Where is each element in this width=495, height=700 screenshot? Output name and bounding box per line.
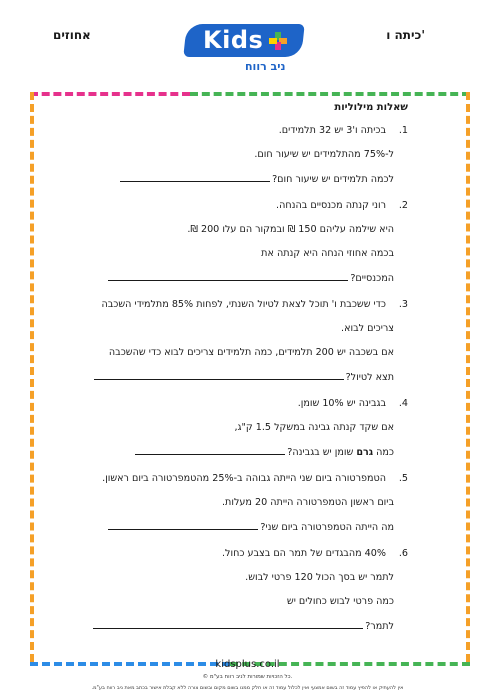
footer-copyright: © כל הזכויות שמורות לניב רווח בע"מ. (202, 674, 293, 680)
question-6 (78, 547, 408, 560)
question-number: 2. (398, 200, 408, 211)
question-5 (78, 472, 408, 485)
question-text: בכמה אחוזי הנחה היא קנתה את (261, 248, 394, 259)
question-text-bold: גרם (356, 447, 374, 458)
question-text: לתמר? (365, 621, 394, 632)
question-4-ask (78, 445, 408, 459)
question-text: ל-75% מהתלמידים יש שיעור חום. (254, 149, 394, 160)
question-text: רוני קנתה מכנסיים בהנחה. (276, 200, 386, 211)
question-text: כמה פרטי לבוש כחולים יש (286, 596, 394, 607)
question-text: כדי ששכבת ו' תוכל לצאת לטיול השנתי, לפחות 85% מתלמידי השכבה (101, 299, 386, 310)
question-2 (78, 199, 408, 212)
question-3-ask (78, 370, 408, 384)
question-text: 40% מהבגדים של תמר הם בצבע כחול. (221, 548, 386, 559)
answer-line[interactable] (108, 520, 258, 530)
question-6-ask (78, 619, 408, 633)
answer-line[interactable] (120, 172, 270, 182)
topic-label: אחוזים (53, 28, 91, 42)
question-number: 1. (398, 125, 408, 136)
question-3-line (78, 346, 408, 359)
frame-right-orange (466, 92, 470, 662)
question-4-line (78, 421, 408, 434)
question-3-line (78, 322, 408, 335)
question-text: בגבינה יש 10% שומן. (297, 398, 386, 409)
question-number: 5. (398, 473, 408, 484)
frame-left-orange (30, 92, 34, 662)
question-text: לתמר יש בסך הכול 120 פרטי לבוש. (245, 572, 394, 583)
question-text: המכנסיים? (350, 273, 394, 284)
question-text: אם שקד קנתה גבינה במשקל 1.5 ק"ג, (234, 422, 394, 433)
logo-wordmark: Kids (203, 26, 264, 54)
footer-url[interactable]: kidsplus.co.il (215, 659, 280, 670)
kidsplus-logo (185, 24, 309, 74)
question-number: 3. (398, 299, 408, 310)
question-5-line (78, 496, 408, 509)
question-text: כמה (373, 447, 394, 458)
question-text: בכיתה ו'3 יש 32 תלמידים. (278, 125, 386, 136)
question-1 (78, 124, 408, 137)
question-4 (78, 397, 408, 410)
question-1-ask (78, 172, 408, 186)
question-text: היא שילמה עליהם 150 ₪ ובמקור הם עלו 200 ₪. (187, 224, 394, 235)
grade-label: כיתה ו' (386, 28, 425, 42)
question-text: ביום ראשון הטמפרטורה הייתה 20 מעלות. (221, 497, 394, 508)
plus-icon (269, 32, 287, 50)
question-text: מה הייתה הטמפרטורה ביום שני? (260, 522, 394, 533)
question-number: 4. (398, 398, 408, 409)
question-2-ask (78, 271, 408, 285)
question-1-line (78, 148, 408, 161)
worksheet-body (78, 96, 408, 633)
question-3 (78, 298, 408, 311)
logo-subtitle: ניב רווח (245, 60, 286, 73)
question-text: שומן יש בגבינה? (287, 447, 357, 458)
question-2-line (78, 223, 408, 236)
question-6-line (78, 595, 408, 608)
question-number: 6. (398, 548, 408, 559)
answer-line[interactable] (108, 271, 348, 281)
question-text: הטמפרטורה ביום שני הייתה גבוהה ב-25% מהטמפרטורה ביום ראשון. (102, 473, 386, 484)
question-text: תצא לטיול? (345, 372, 394, 383)
question-2-line (78, 247, 408, 260)
answer-line[interactable] (94, 370, 344, 380)
answer-line[interactable] (135, 445, 285, 455)
worksheet-title: שאלות מילוליות (334, 102, 408, 113)
question-text: צריכים לבוא. (341, 323, 394, 334)
question-5-ask (78, 520, 408, 534)
answer-line[interactable] (93, 619, 363, 629)
question-text: אם בשכבה יש 200 תלמידים, כמה תלמידים צריכים לבוא כדי שהשכבה (108, 347, 394, 358)
question-6-line (78, 571, 408, 584)
question-text: לכמה תלמידים יש שיעור חום? (272, 174, 394, 185)
footer-legal-note: אין להעתיק או להפיץ עמוד זה בשום אמצעי ואין לכלול עמוד זה או חלק ממנו בשום מקום ובשום צורה ללא קבלת אישור בכתב מאת ניב רווח בע"מ. (91, 685, 404, 691)
